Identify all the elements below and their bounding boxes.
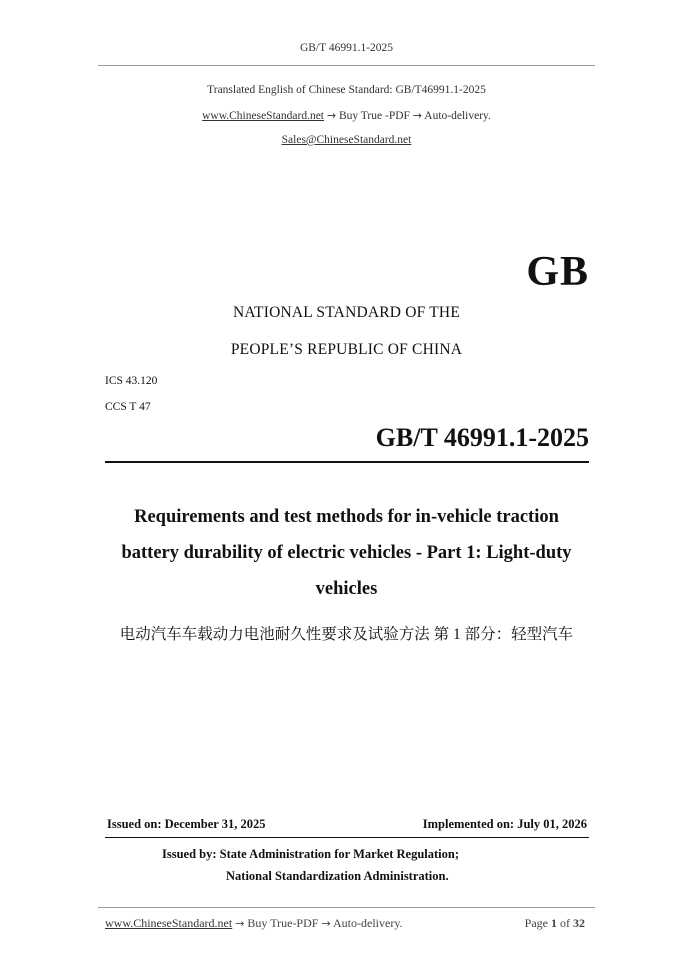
footer-promo [105, 916, 403, 931]
issued-on-date: Issued on: December 31, 2025 [107, 817, 266, 831]
total-pages: 32 [573, 916, 585, 930]
ccs-code: CCS T 47 [105, 401, 151, 413]
arrow-right-icon: → [235, 917, 245, 930]
dates-rule [105, 837, 589, 838]
ics-code: ICS 43.120 [105, 375, 158, 387]
arrow-right-icon: → [412, 109, 423, 122]
issued-by-line-2: National Standardization Administration. [226, 869, 449, 883]
gb-mark: GB [526, 249, 589, 295]
title-line-1: Requirements and test methods for in-vehicle traction [134, 507, 559, 527]
footer-divider [98, 907, 595, 908]
sales-line [0, 134, 693, 146]
national-line-1: NATIONAL STANDARD OF THE [232, 304, 460, 321]
footer-site-link[interactable]: www.ChineseStandard.net [105, 916, 233, 930]
implemented-on-date: Implemented on: July 01, 2026 [422, 817, 587, 831]
promo-line [0, 109, 693, 122]
sales-email-link[interactable]: Sales@ChineseStandard.net [281, 134, 412, 146]
translated-line: Translated English of Chinese Standard: GB/T46991.1-2025 [207, 84, 486, 96]
of-label: of [560, 916, 570, 930]
delivery-text: Auto-delivery. [424, 110, 491, 122]
page-label: Page [524, 916, 548, 930]
page-number: 1 [551, 916, 557, 930]
running-header: GB/T 46991.1-2025 [299, 42, 394, 54]
footer-delivery-text: Auto-delivery. [333, 916, 403, 930]
chinese-title: 电动汽车车载动力电池耐久性要求及试验方法 第 1 部分：轻型汽车 [119, 626, 574, 643]
standard-number-rule [105, 461, 589, 463]
header-divider [98, 65, 595, 66]
title-line-2: battery durability of electric vehicles - Part 1: Light-duty [121, 543, 572, 563]
title-line-3: vehicles [315, 579, 378, 599]
national-line-2: PEOPLE’S REPUBLIC OF CHINA [230, 341, 463, 358]
arrow-right-icon: → [321, 917, 331, 930]
issued-by-line-1: Issued by: State Administration for Market Regulation; [162, 847, 459, 861]
footer-buy-text: Buy True-PDF [247, 916, 319, 930]
arrow-right-icon: → [326, 109, 337, 122]
page-indicator [525, 916, 585, 931]
standard-number: GB/T 46991.1-2025 [375, 423, 589, 452]
buy-text: Buy True -PDF [338, 110, 410, 122]
site-link[interactable]: www.ChineseStandard.net [202, 110, 324, 122]
